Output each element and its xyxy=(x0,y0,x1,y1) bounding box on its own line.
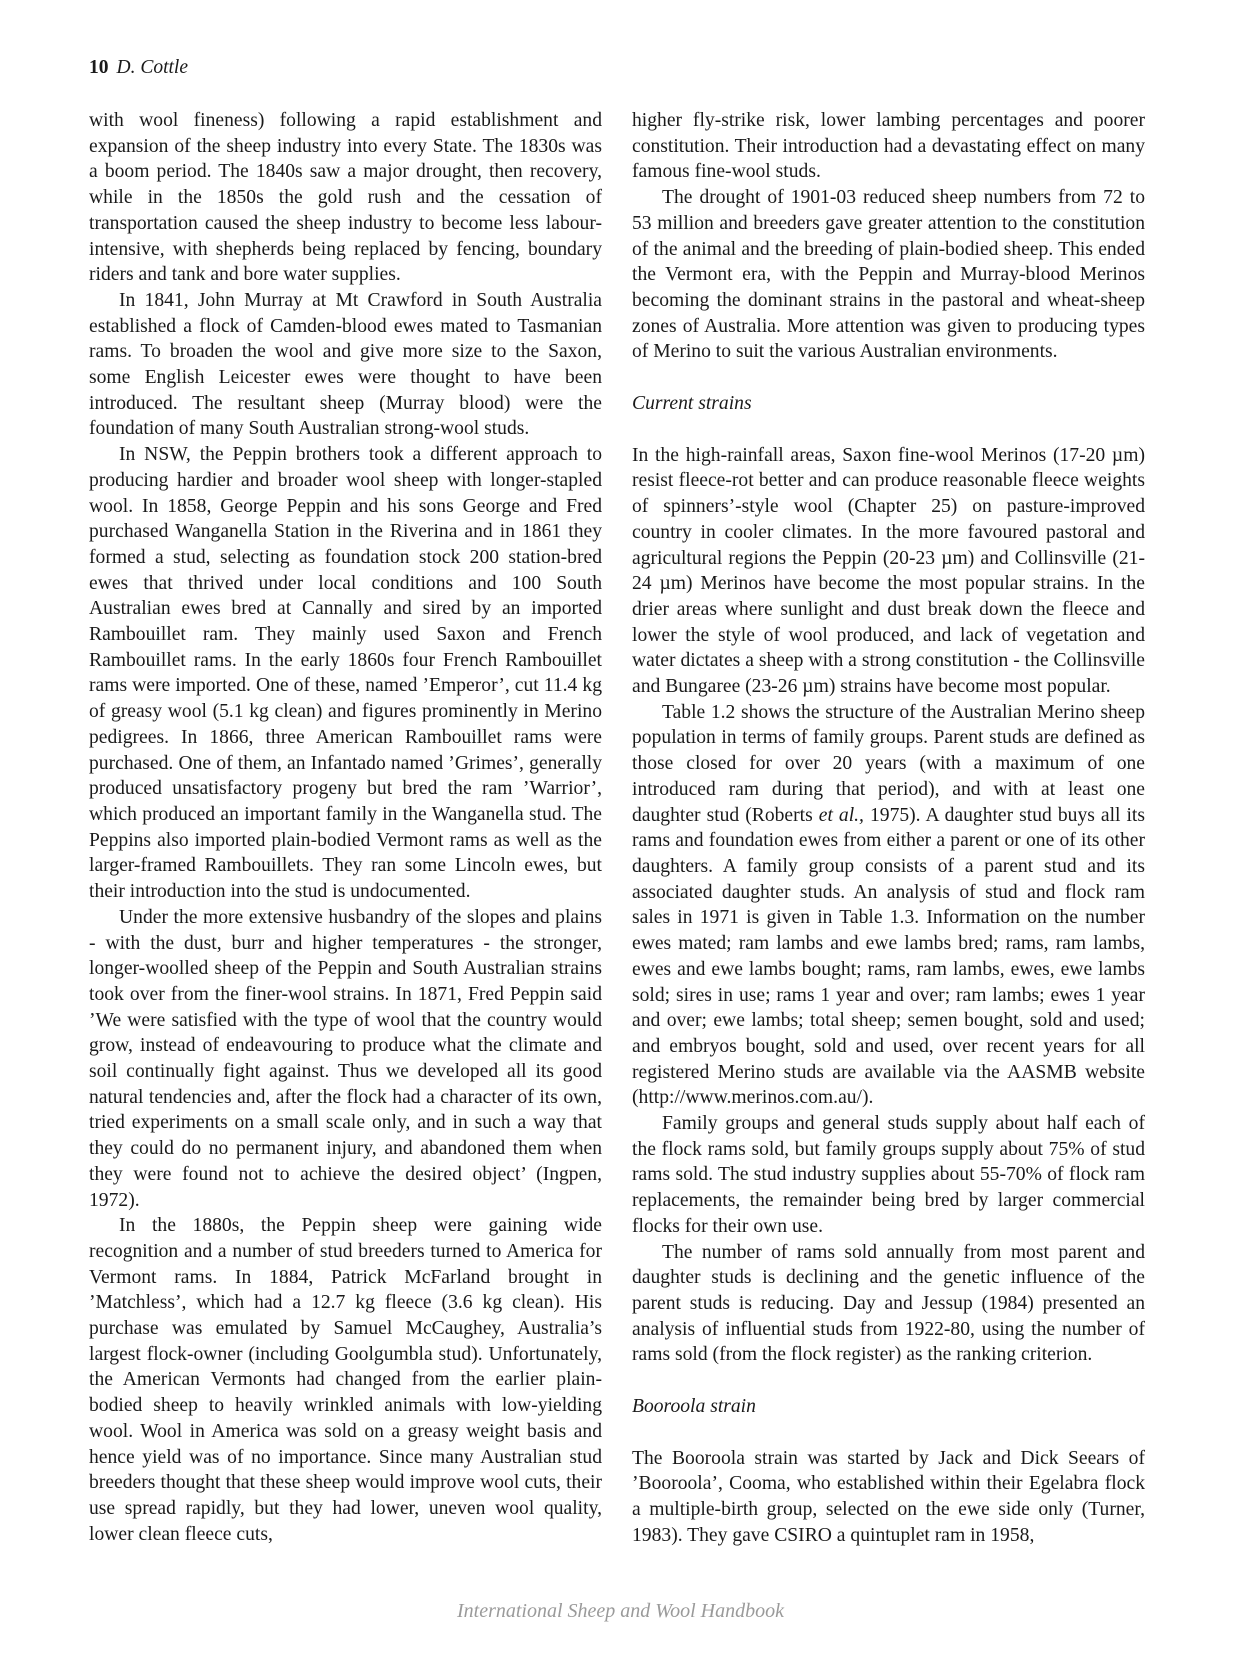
left-column xyxy=(89,108,602,1547)
right-column xyxy=(632,108,1145,1549)
paragraph: In NSW, the Peppin brothers took a different approach to producing hardier and broader wool sheep with longer-stapled wool. In 1858, George Peppin and his sons George and Fred purchased Wanganella Station in the Riverina and in 1861 they formed a stud, selecting as foundation stock 200 station-bred ewes that thrived under local conditions and 100 South Australian ewes bred at Cannally and sired by an imported Rambouillet ram. They mainly used Saxon and French Rambouillet rams. In the early 1860s four French Rambouillet rams were imported. One of these, named ’Emperor’, cut 11.4 kg of greasy wool (5.1 kg clean) and figures prominently in Merino pedigrees. In 1866, three American Rambouillet rams were purchased. One of them, an Infantado named ’Grimes’, generally produced unsatisfactory progeny but bred the ram ’Warrior’, which produced an important family in the Wanganella stud. The Peppins also imported plain-bodied Vermont rams as well as the larger-framed Rambouillets. They ran some Lincoln ewes, but their introduction into the stud is undocumented. xyxy=(89,444,602,903)
running-header xyxy=(89,54,188,82)
paragraph: The Booroola strain was started by Jack and Dick Seears of ’Booroola’, Cooma, who established within their Egelabra flock a multiple-birth group, selected on the ewe side only (Turner, 1983). They gave CSIRO a quintuplet ram in 1958, xyxy=(632,1447,1145,1546)
paragraph: The number of rams sold annually from most parent and daughter studs is declining and the genetic influence of the parent studs is reducing. Day and Jessup (1984) presented an analysis of influential studs from 1922-80, using the number of rams sold (from the flock register) as the ranking criterion. xyxy=(632,1241,1145,1366)
paragraph: The drought of 1901-03 reduced sheep numbers from 72 to 53 million and breeders gave greater attention to the constitution of the animal and the breeding of plain-bodied sheep. This ended the Vermont era, with the Peppin and Murray-blood Merinos becoming the dominant strains in the pastoral and wheat-sheep zones of Australia. More attention was given to producing types of Merino to suit the various Australian environments. xyxy=(632,187,1145,363)
running-author: D. Cottle xyxy=(116,57,188,78)
citation-et-al: et al., xyxy=(818,804,864,826)
page-number: 10 xyxy=(89,57,109,78)
paragraph: In 1841, John Murray at Mt Crawford in South Australia established a flock of Camden-blood ewes mated to Tasmanian rams. To broaden the wool and give more size to the Saxon, some English Leicester ewes were thought to have been introduced. The resultant sheep (Murray blood) were the foundation of many South Australian strong-wool studs. xyxy=(89,289,602,440)
paragraph: higher fly-strike risk, lower lambing percentages and poorer constitution. Their introduction had a devastating effect on many famous fine-wool studs. xyxy=(632,110,1145,183)
section-heading-current-strains: Current strains xyxy=(632,393,752,415)
paragraph: In the 1880s, the Peppin sheep were gaining wide recognition and a number of stud breeders turned to America for Vermont rams. In 1884, Patrick McFarland brought in ’Matchless’, which had a 12.7 kg fleece (3.6 kg clean). His purchase was emulated by Samuel McCaughey, Australia’s largest flock-owner (including Goolgumbla stud). Unfortunately, the American Vermonts had changed from the earlier plain-bodied sheep to heavily wrinkled animals with low-yielding wool. Wool in America was sold on a greasy weight basis and hence yield was of no importance. Since many Australian stud breeders thought that these sheep would improve wool cuts, their use spread rapidly, but they had lower, uneven wool quality, lower clean fleece cuts, xyxy=(89,1215,602,1545)
paragraph: Family groups and general studs supply about half each of the flock rams sold, but family groups supply about 75% of stud rams sold. The stud industry supplies about 55-70% of flock ram replacements, the remainder being bred by larger commercial flocks for their own use. xyxy=(632,1113,1145,1237)
paragraph: Under the more extensive husbandry of the slopes and plains - with the dust, burr and higher temperatures - the stronger, longer-woolled sheep of the Peppin and South Australian strains took over from the finer-wool strains. In 1871, Fred Peppin said ’We were satisfied with the type of wool that the country would grow, instead of endeavouring to produce what the climate and soil continually fight against. Thus we developed all its good natural tendencies and, after the flock had a character of its own, tried experiments on a small scale only, and in such a way that they could do no permanent injury, and abandoned them when they were found not to achieve the desired object’ (Ingpen, 1972). xyxy=(89,906,602,1211)
section-heading-booroola-strain: Booroola strain xyxy=(632,1396,756,1418)
paragraph-text: Table 1.2 shows the structure of the Australian Merino sheep population in terms of family groups. Parent studs are defined as those closed for over 20 years (with a maximum of one introduced ram during that period), and with at least one daughter stud (Roberts xyxy=(632,701,1145,826)
paragraph: with wool fineness) following a rapid establishment and expansion of the sheep industry into every State. The 1830s was a boom period. The 1840s saw a major drought, then recovery, while in the 1850s the gold rush and the cessation of transportation caused the sheep industry to become less labour-intensive, with shepherds being replaced by fencing, boundary riders and tank and bore water supplies. xyxy=(89,110,602,286)
page-footer: International Sheep and Wool Handbook xyxy=(456,1600,784,1622)
paragraph xyxy=(632,700,1145,1111)
paragraph-text: 1975). A daughter stud buys all its rams and foundation ewes from either a parent or one of its other daughters. A family group consists of a parent stud and its associated daughter studs. An analysis of stud and flock ram sales in 1971 is given in Table 1.3. Information on the number ewes mated; ram lambs and ewe lambs bred; rams, ram lambs, ewes and ewe lambs bought; rams, ram lambs, ewes, ewe lambs sold; sires in use; rams 1 year and over; ram lambs; ewes 1 year and over; ewe lambs; total sheep; semen bought, sold and used; and embryos bought, sold and used, over recent years for all registered Merino studs are available via the AASMB website (http://www.merinos.com.au/). xyxy=(632,804,1145,1109)
paragraph: In the high-rainfall areas, Saxon fine-wool Merinos (17-20 µm) resist fleece-rot better and can produce reasonable fleece weights of spinners’-style wool (Chapter 25) on pasture-improved country in cooler climates. In the more favoured pastoral and agricultural regions the Peppin (20-23 µm) and Collinsville (21-24 µm) Merinos have become the most popular strains. In the drier areas where sunlight and dust break down the fleece and lower the style of wool produced, and lack of vegetation and water dictates a sheep with a strong constitution - the Collinsville and Bungaree (23-26 µm) strains have become most popular. xyxy=(632,444,1145,698)
